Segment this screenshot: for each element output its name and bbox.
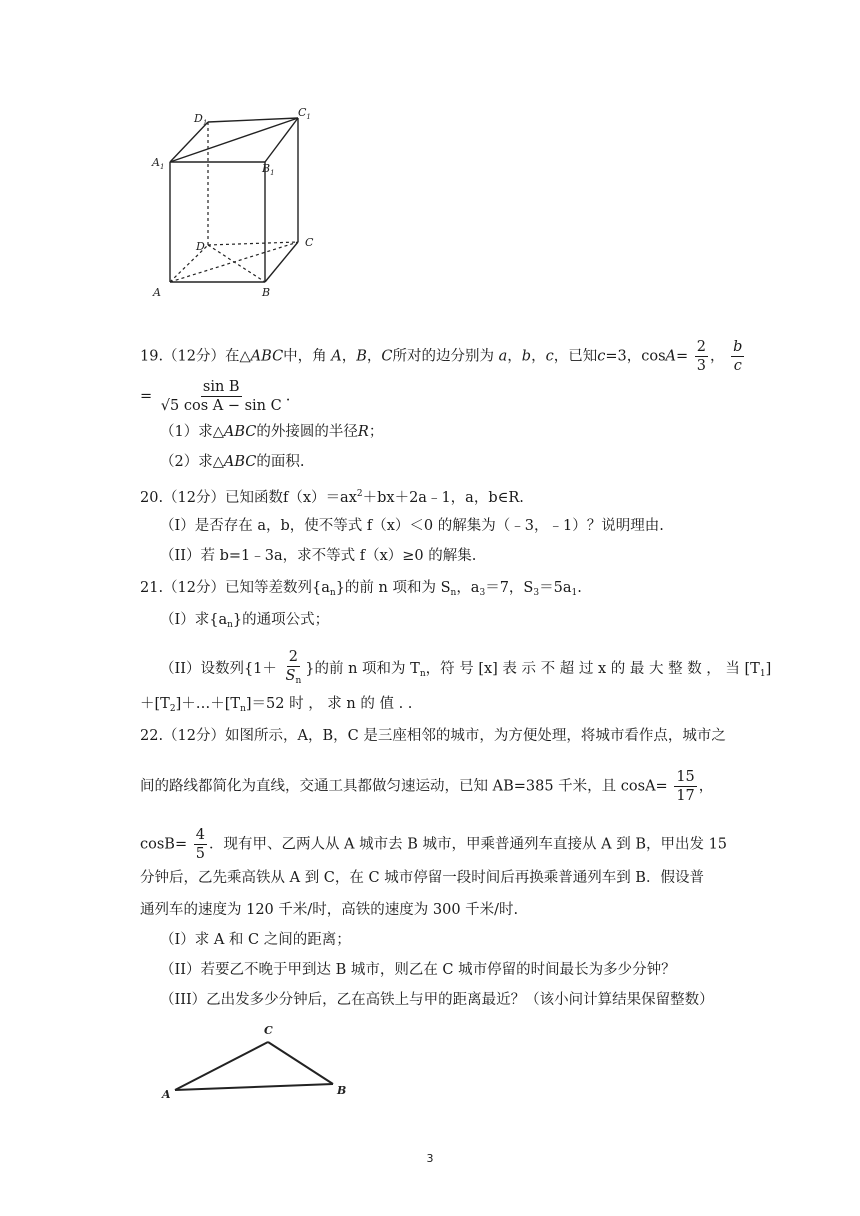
q19-line1: 19.（12分）在△ABC中，角 A，B，C所对的边分别为 a，b，c，已知c=3，cosA= $\frac{2}{3}$ ， $\frac{b}{c}$ [140,339,743,374]
q22-line3: cosB= $\frac{4}{5}$ ．现有甲、乙两人从 A 城市去 B 城市，甲乘普通列车直接从 A 到 B，甲出发 15 [140,827,728,862]
q22-part1: （I）求 A 和 C 之间的距离； [160,932,351,948]
label-a1: $A_1$ [152,156,165,171]
diag-d-b [208,245,265,282]
edge-b1-c1 [265,118,298,162]
q19-frac-two-thirds: $\frac{2}{3}$ [696,339,706,374]
q22-frac-4-5: $\frac{4}{5}$ [195,827,205,862]
q22-part3: （III）乙出发多少分钟后，乙在高铁上与甲的距离最近？（该小问计算结果保留整数） [160,992,714,1008]
tri-label-c: C [264,1024,273,1037]
label-b: B [262,286,271,299]
q21-part1: （I）求$\{a_n\}$的通项公式； [160,612,330,630]
edge-d1-c1 [208,118,298,122]
q21-line3: $+[T_2]+\dots+[T_n]=52$ 时 ， 求 n 的 值 . . [140,696,413,714]
q21-line1: 21.（12分）已知等差数列$\{a_n\}$的前 n 项和为 $S_n$，$a_3=7$，$S_3=5a_1$. [140,580,582,598]
q19-line2: = $\frac{\text{sin B}}{\text{√5 cos A − sin C}}$ . [140,379,291,414]
label-d: D [196,240,205,253]
q20-line1: 20.（12分）已知函数$f(x)=ax^2+bx+2a﹣1$，a，b∈R. [140,489,524,506]
edge-b-c [265,242,298,282]
diag-a1-c1 [170,118,298,162]
label-a: A [153,286,161,299]
q22-part2: （II）若要乙不晚于甲到达 B 城市，则乙在 C 城市停留的时间最长为多少分钟？ [160,962,676,978]
q19-part1: （1）求△ABC的外接圆的半径R； [160,424,384,440]
q22-line1: 22.（12分）如图所示，A，B，C 是三座相邻的城市，为方便处理，将城市看作点，城市之 [140,728,726,744]
q22-line5: 通列车的速度为 120 千米/时，高铁的速度为 300 千米/时. [140,902,519,918]
q22-frac-15-17: $\frac{15}{17}$ [676,769,695,804]
triangle-figure [150,1020,360,1105]
page-number: 3 [426,1152,434,1165]
edge-d-c [208,242,298,245]
tri-label-b: B [337,1084,347,1097]
label-b1: $B_1$ [262,162,275,177]
prism-figure [140,100,340,300]
side-cb [268,1042,333,1084]
q19-frac-b-over-c: $\frac{b}{c}$ [733,339,743,374]
q20-part1: （I）是否存在 a，b，使不等式 f（x）＜0 的解集为（﹣3，﹣1）？说明理由. [160,518,664,534]
q19-frac-sinb: $\frac{\text{sin B}}{\text{√5 cos A − sin C}}$ [160,379,282,414]
side-ac [175,1042,268,1090]
label-c: C [305,236,314,249]
label-c1: $C_1$ [298,106,311,121]
q21-frac-2-over-sn: $\frac{2}{S_n}$ [285,649,302,686]
q20-part2: （II）若 b=1﹣3a，求不等式 f（x）≥0 的解集. [160,548,477,564]
q21-part2: （II）设数列{1＋ $\frac{2}{S_n}$ }的前 n 项和为 $T_n$，符 号 [x] 表 示 不 超 过 x 的 最 大 整 数 ， 当 $[T_1]$ [160,648,771,690]
q22-line2: 间的路线都简化为直线，交通工具都做匀速运动，已知 AB=385 千米，且 cosA= $\frac{15}{17}$ ， [140,769,714,804]
label-d1: $D_1$ [194,112,208,127]
tri-label-a: A [162,1088,171,1101]
side-ab [175,1084,333,1090]
q19-part2: （2）求△ABC的面积. [160,454,305,470]
q22-line4: 分钟后，乙先乘高铁从 A 到 C，在 C 城市停留一段时间后再换乘普通列车到 B．假设普 [140,870,704,886]
